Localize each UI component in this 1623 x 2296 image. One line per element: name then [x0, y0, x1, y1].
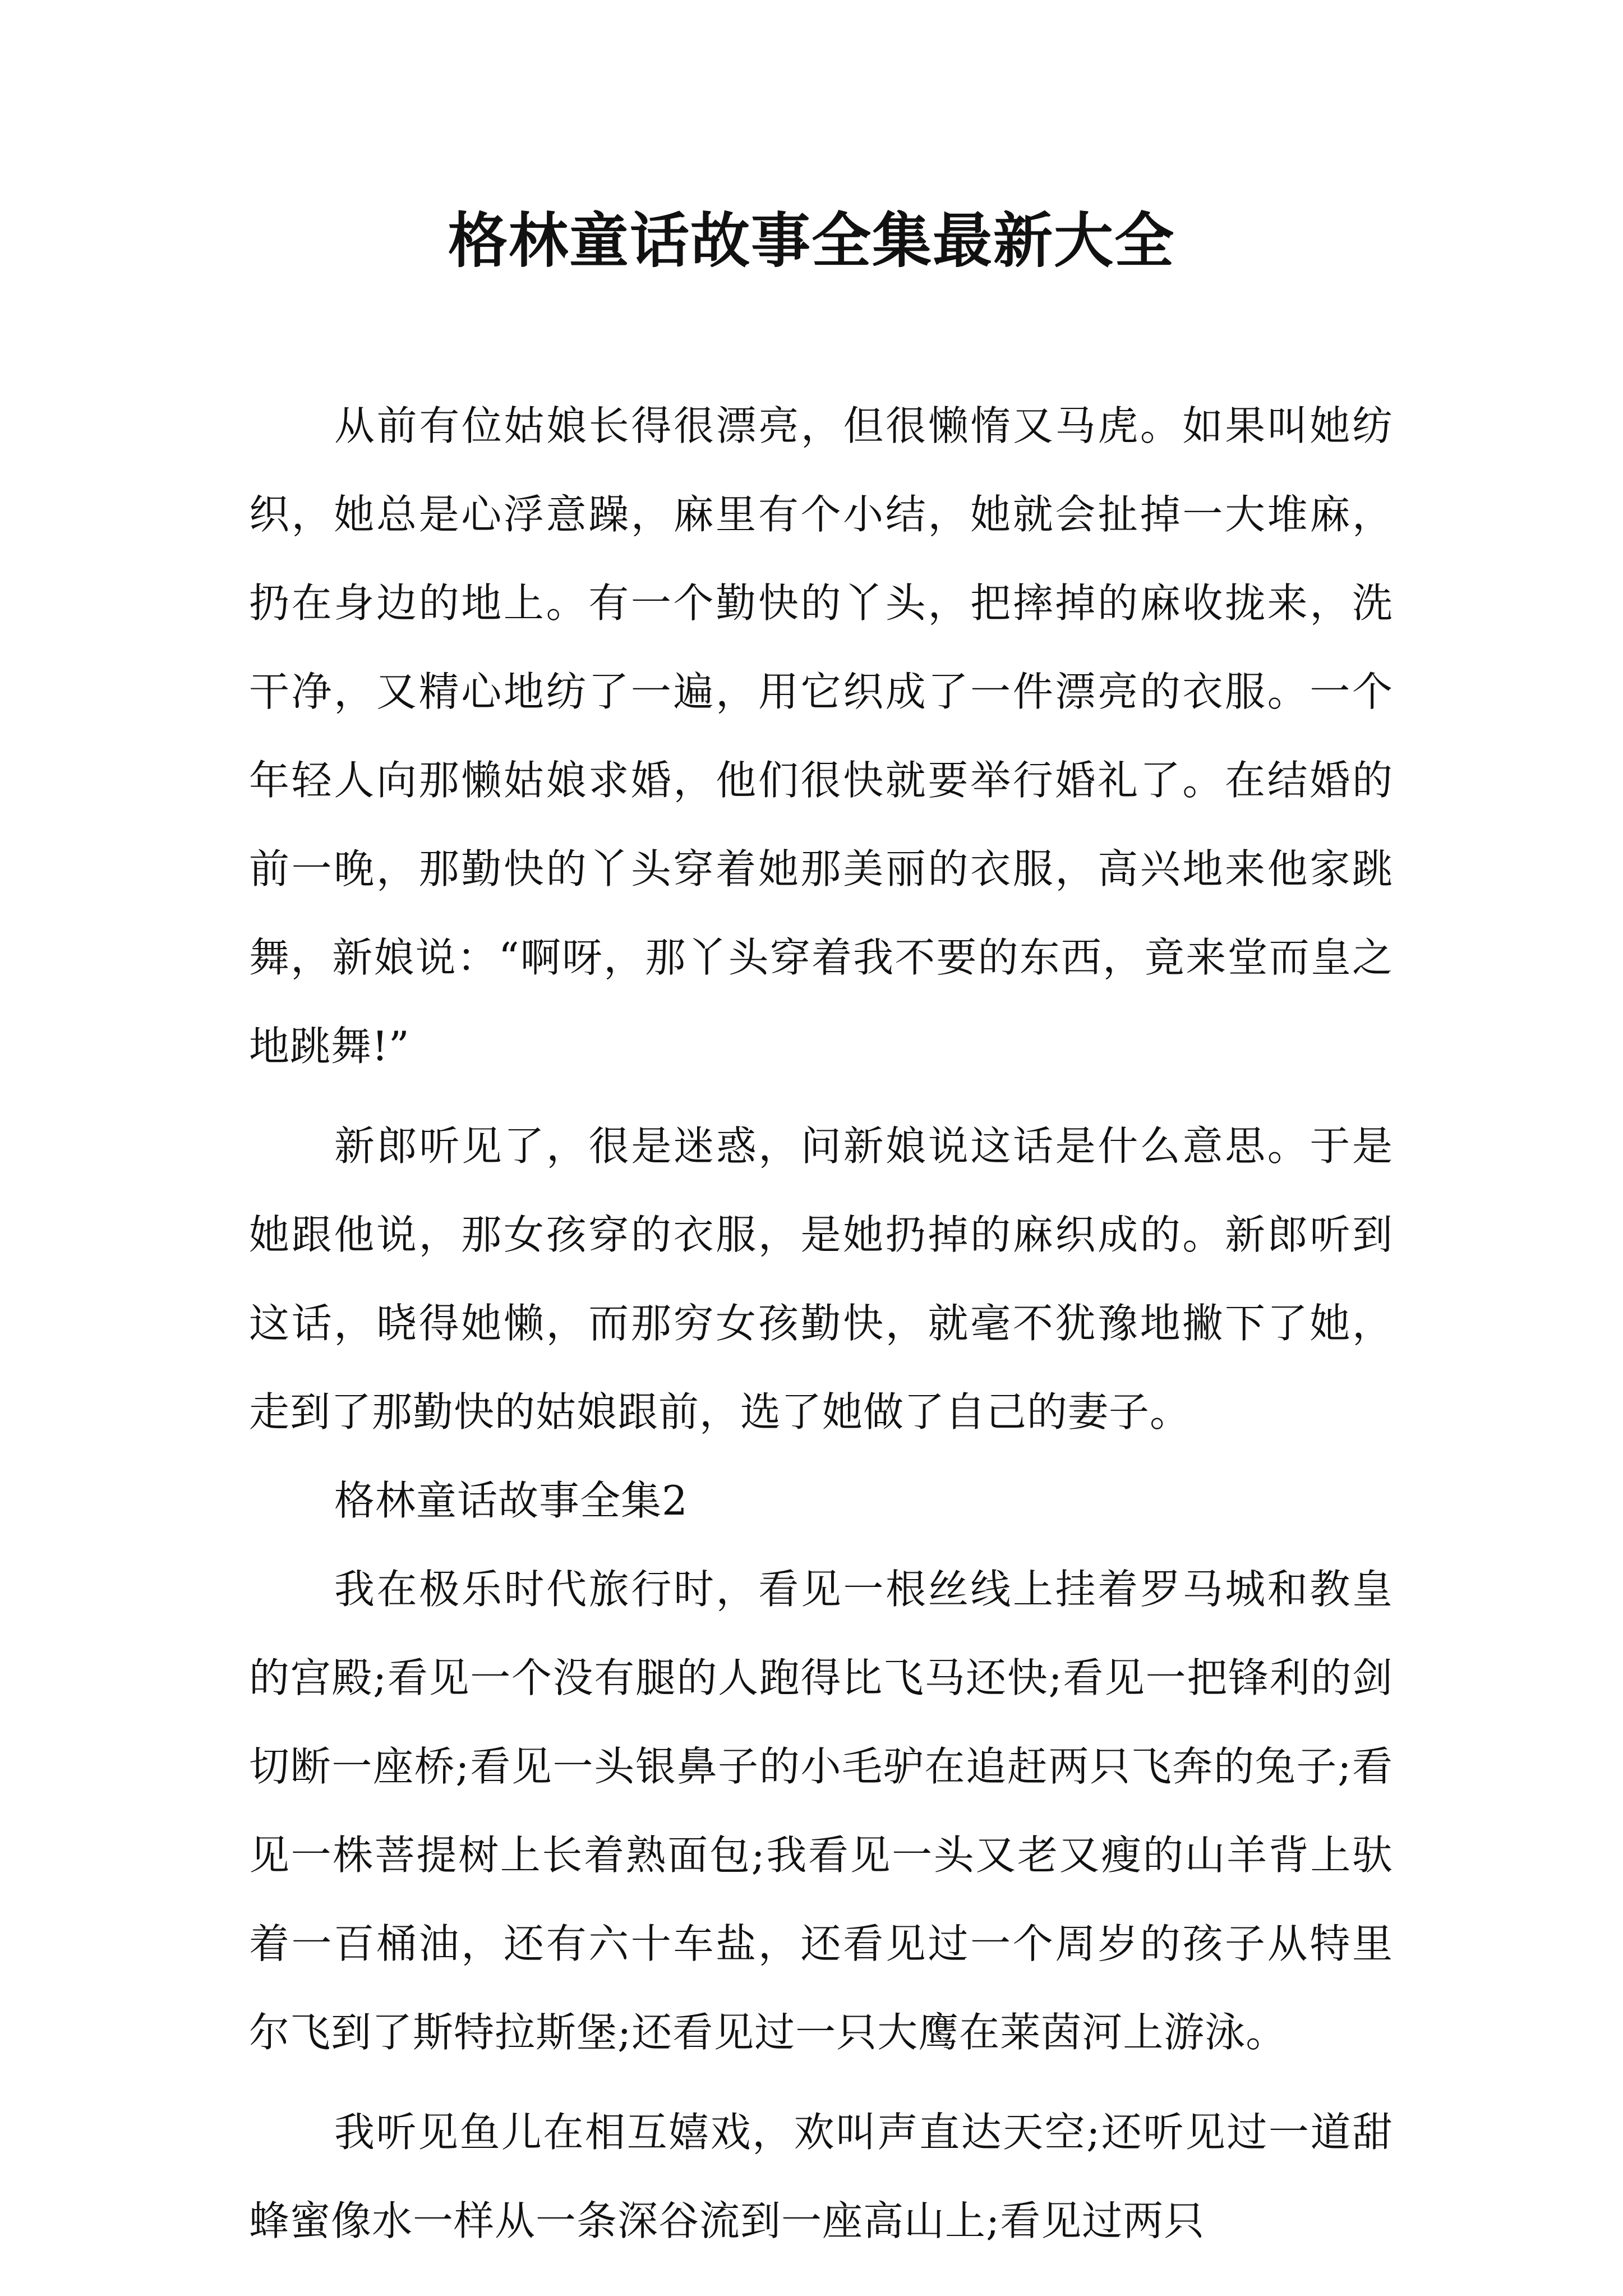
- paragraph-3: 我在极乐时代旅行时，看见一根丝线上挂着罗马城和教皇的宫殿;看见一个没有腿的人跑得比飞马还快;看见一把锋利的剑切断一座桥;看见一头银鼻子的小毛驴在追赶两只飞奔的兔子;看见一株菩提树上长着熟面包;我看见一头又老又瘦的山羊背上驮着一百桶油，还有六十车盐，还看见过一个周岁的孩子从特里尔飞到了斯特拉斯堡;还看见过一只大鹰在莱茵河上游泳。: [249, 1566, 1393, 2056]
- document-title: 格林童话故事全集最新大全: [448, 206, 1175, 275]
- paragraph-4: 我听见鱼儿在相互嬉戏，欢叫声直达天空;还听见过一道甜蜂蜜像水一样从一条深谷流到一座高山上;看见过两只: [249, 2109, 1393, 2244]
- section-heading: 格林童话故事全集2: [334, 1477, 688, 1524]
- paragraph-2: 新郎听见了，很是迷惑，问新娘说这话是什么意思。于是她跟他说，那女孩穿的衣服，是她扔掉的麻织成的。新郎听到这话，晓得她懒，而那穷女孩勤快，就毫不犹豫地撇下了她，走到了那勤快的姑娘跟前，选了她做了自己的妻子。: [249, 1122, 1393, 1435]
- paragraph-1: 从前有位姑娘长得很漂亮，但很懒惰又马虎。如果叫她纺织，她总是心浮意躁，麻里有个小结，她就会扯掉一大堆麻，扔在身边的地上。有一个勤快的丫头，把摔掉的麻收拢来，洗干净，又精心地纺了一遍，用它织成了一件漂亮的衣服。一个年轻人向那懒姑娘求婚，他们很快就要举行婚礼了。在结婚的前一晚，那勤快的丫头穿着她那美丽的衣服，高兴地来他家跳舞，新娘说：“啊呀，那丫头穿着我不要的东西，竟来堂而皇之地跳舞!”: [249, 402, 1393, 1070]
- document-body: [249, 381, 1393, 2265]
